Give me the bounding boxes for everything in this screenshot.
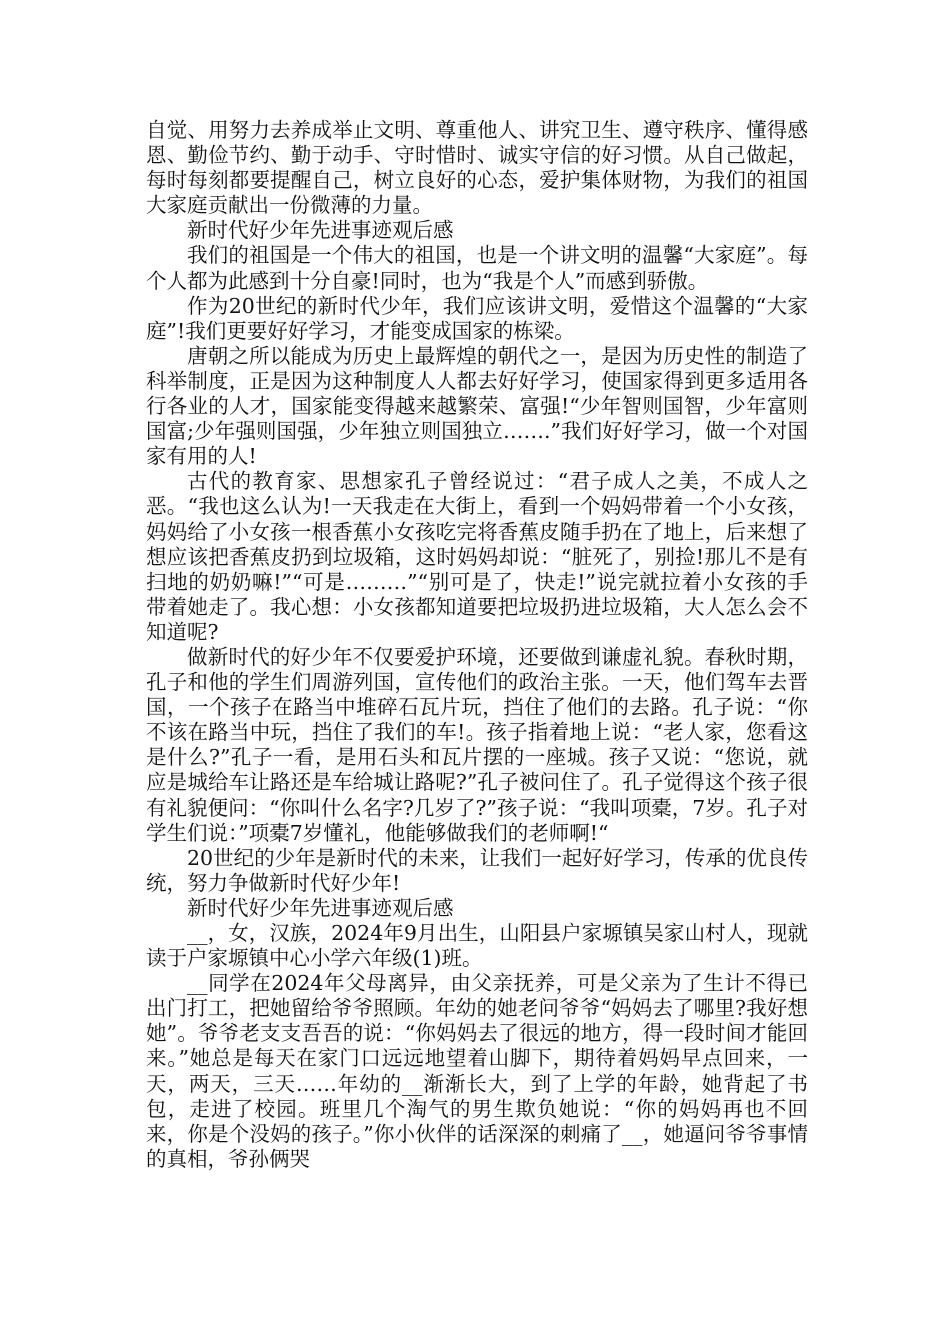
paragraph-7: 20世纪的少年是新时代的未来，让我们一起好好学习，传承的优良传统，努力争做新时代好少年!: [146, 845, 808, 895]
paragraph-6: 做新时代的好少年不仅要爱护环境，还要做到谦虚礼貌。春秋时期，孔子和他的学生们周游列国，宣传他们的政治主张。一天，他们驾车去晋国，一个孩子在路当中堆碎石瓦片玩，挡住了他们的去路。孔子说：“你不该在路当中玩，挡住了我们的车!。孩子指着地上说：“老人家，您看这是什么?”孔子一看，是用石头和瓦片摆的一座城。孩子又说：“您说，就应是城给车让路还是车给城让路呢?”孔子被问住了。孔子觉得这个孩子很有礼貌便问：“你叫什么名字?几岁了?”孩子说：“我叫项橐，7岁。孔子对学生们说：”项橐7岁懂礼，他能够做我们的老师啊!“: [146, 644, 808, 845]
section-title-1: 新时代好少年先进事迹观后感: [187, 218, 454, 243]
paragraph-5: 古代的教育家、思想家孔子曾经说过：“君子成人之美，不成人之恶。“我也这么认为!一天我走在大街上，看到一个妈妈带着一个小女孩，妈妈给了小女孩一根香蕉小女孩吃完将香蕉皮随手扔在了地上，后来想了想应该把香蕉皮扔到垃圾箱，这时妈妈却说：“脏死了，别捡!那儿不是有扫地的奶奶嘛!”“可是………”“别可是了，快走!”说完就拉着小女孩的手带着她走了。我心想：小女孩都知道要把垃圾扔进垃圾箱，大人怎么会不知道呢?: [146, 469, 808, 644]
paragraph-3: 作为20世纪的新时代少年，我们应该讲文明，爱惜这个温馨的“大家庭”!我们更要好好学习，才能变成国家的栋梁。: [146, 293, 808, 343]
section-title-2: 新时代好少年先进事迹观后感: [187, 895, 454, 920]
paragraph-8: __，女，汉族，2024年9月出生，山阳县户家塬镇吴家山村人，现就读于户家塬镇中心小学六年级(1)班。: [146, 921, 808, 971]
document-page: [146, 118, 808, 1172]
paragraph-4: 唐朝之所以能成为历史上最辉煌的朝代之一，是因为历史性的制造了科举制度，正是因为这种制度人人都去好好学习，使国家得到更多适用各行各业的人才，国家能变得越来越繁荣、富强!“少年智则国智，少年富则国富;少年强则国强，少年独立则国独立…….”我们好好学习，做一个对国家有用的人!: [146, 343, 808, 469]
paragraph-1: 自觉、用努力去养成举止文明、尊重他人、讲究卫生、遵守秩序、懂得感恩、勤俭节约、勤于动手、守时惜时、诚实守信的好习惯。从自己做起，每时每刻都要提醒自己，树立良好的心态，爱护集体财物，为我们的祖国大家庭贡献出一份微薄的力量。: [146, 118, 808, 218]
paragraph-2: 我们的祖国是一个伟大的祖国，也是一个讲文明的温馨“大家庭”。每个人都为此感到十分自豪!同时，也为“我是个人”而感到骄傲。: [146, 243, 808, 293]
paragraph-9: __同学在2024年父母离异，由父亲抚养，可是父亲为了生计不得已出门打工，把她留给爷爷照顾。年幼的她老问爷爷“妈妈去了哪里?我好想她”。爷爷老支支吾吾的说：“你妈妈去了很远的地方，得一段时间才能回来。”她总是每天在家门口远远地望着山脚下，期待着妈妈早点回来，一天，两天，三天……年幼的__渐渐长大，到了上学的年龄，她背起了书包，走进了校园。班里几个淘气的男生欺负她说：“你的妈妈再也不回来，你是个没妈的孩子。”你小伙伴的话深深的刺痛了__，她逼问爷爷事情的真相，爷孙俩哭: [146, 971, 808, 1171]
